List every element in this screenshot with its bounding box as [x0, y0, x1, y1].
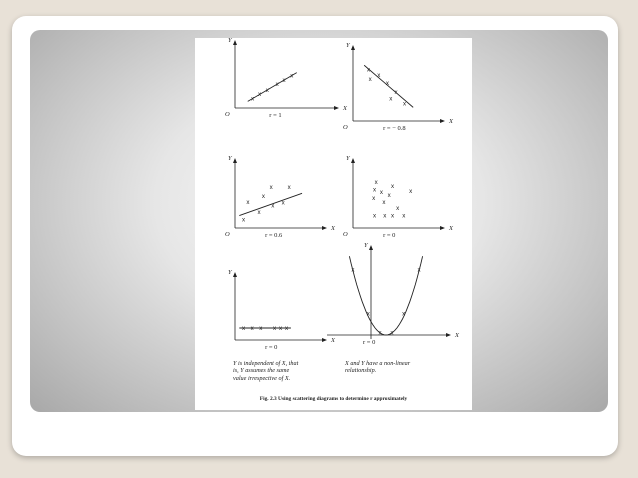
- data-point: x: [242, 216, 246, 224]
- caption-left: [233, 360, 333, 382]
- y-axis-label: Y: [364, 242, 368, 249]
- y-axis-label: Y: [346, 155, 350, 162]
- data-point: x: [265, 87, 269, 94]
- scatter-panel-1: [225, 38, 348, 119]
- data-point: x: [351, 266, 355, 274]
- x-axis-arrow: [334, 106, 339, 110]
- y-axis-arrow: [233, 158, 237, 163]
- data-point: x: [368, 75, 372, 83]
- data-point: x: [372, 195, 376, 203]
- data-point: x: [372, 212, 377, 220]
- scatter-panel-6: [327, 242, 460, 346]
- data-point: x: [251, 95, 255, 103]
- y-axis-label: Y: [228, 38, 232, 44]
- correlation-label: r = 0: [265, 344, 278, 351]
- data-point: x: [271, 202, 275, 210]
- caption-right-line: X and Y have a non-linear: [345, 360, 411, 367]
- data-point: x: [387, 192, 391, 200]
- x-axis-arrow: [322, 338, 327, 342]
- data-point: x: [379, 189, 383, 197]
- y-axis-arrow: [369, 245, 373, 250]
- data-point: x: [366, 310, 370, 318]
- data-point: x: [383, 212, 387, 220]
- scatter-panel-5: [228, 269, 336, 351]
- data-point: x: [372, 186, 377, 194]
- data-point: x: [385, 79, 389, 87]
- x-axis-arrow: [322, 226, 327, 230]
- correlation-label: r = 0: [383, 232, 396, 239]
- data-point: x: [269, 184, 273, 192]
- x-axis-arrow: [440, 119, 445, 123]
- data-point: x: [287, 184, 291, 192]
- data-point: x: [374, 179, 378, 187]
- data-point: x: [391, 212, 395, 220]
- data-point: x: [257, 208, 261, 216]
- data-point: x: [290, 72, 294, 80]
- data-point: x: [246, 198, 250, 206]
- x-axis-arrow: [446, 333, 451, 337]
- data-point: x: [402, 310, 406, 318]
- correlation-label: r = 1: [269, 112, 282, 119]
- caption-left-line: Y is independent of X, that: [233, 360, 299, 367]
- data-point: x: [279, 325, 283, 332]
- figure-page: [195, 38, 472, 410]
- x-axis-label: X: [331, 337, 335, 344]
- data-point: x: [273, 325, 277, 332]
- origin-label: O: [343, 231, 348, 238]
- data-point: x: [259, 325, 263, 332]
- y-axis-arrow: [351, 158, 355, 163]
- x-axis-label: X: [449, 225, 453, 232]
- data-point: x: [378, 329, 382, 337]
- data-point: x: [391, 182, 395, 190]
- data-point: x: [257, 91, 262, 99]
- data-point: x: [402, 212, 406, 220]
- y-axis-arrow: [351, 45, 355, 50]
- data-point: x: [382, 198, 386, 206]
- origin-label: O: [225, 231, 230, 238]
- caption-right: [345, 360, 455, 375]
- data-point: x: [275, 81, 279, 88]
- x-axis-label: X: [455, 332, 459, 339]
- scatter-panel-3: [225, 155, 336, 239]
- data-point: x: [366, 66, 371, 74]
- data-point: x: [403, 100, 407, 108]
- data-point: x: [389, 95, 393, 103]
- x-axis-label: X: [331, 225, 335, 232]
- data-point: x: [281, 199, 285, 207]
- scatter-panel-2: [343, 42, 454, 132]
- scatter-diagrams-figure: [195, 38, 472, 410]
- y-axis-arrow: [233, 40, 237, 45]
- data-point: x: [417, 266, 421, 274]
- figure-caption: Fig. 2.3 Using scattering diagrams to determine r approximately: [259, 396, 408, 402]
- parabola-curve: [349, 256, 422, 335]
- y-axis-label: Y: [346, 42, 350, 49]
- caption-left-line: is, Y assumes the same: [233, 367, 290, 375]
- x-axis-label: X: [449, 118, 453, 125]
- data-point: x: [396, 205, 400, 213]
- data-point: x: [394, 88, 398, 96]
- data-point: x: [285, 325, 289, 332]
- data-point: x: [390, 329, 394, 337]
- caption-right-line: relationship.: [345, 367, 377, 375]
- scatter-panel-4: [343, 155, 454, 239]
- data-point: x: [409, 187, 413, 195]
- y-axis-arrow: [233, 272, 237, 277]
- data-point: x: [250, 325, 254, 332]
- data-point: x: [377, 71, 381, 79]
- origin-label: O: [225, 111, 230, 118]
- correlation-label: r = − 0.8: [383, 125, 406, 132]
- y-axis-label: Y: [228, 155, 232, 162]
- origin-label: O: [343, 124, 348, 131]
- x-axis-arrow: [440, 226, 445, 230]
- data-point: x: [282, 76, 286, 84]
- correlation-label: r = 0.6: [265, 232, 283, 239]
- data-point: x: [242, 325, 246, 332]
- x-axis-label: X: [343, 105, 347, 112]
- correlation-label: r = 0: [363, 339, 376, 346]
- data-point: x: [261, 192, 265, 200]
- caption-left-line: value irrespective of X.: [233, 374, 291, 382]
- y-axis-label: Y: [228, 269, 232, 276]
